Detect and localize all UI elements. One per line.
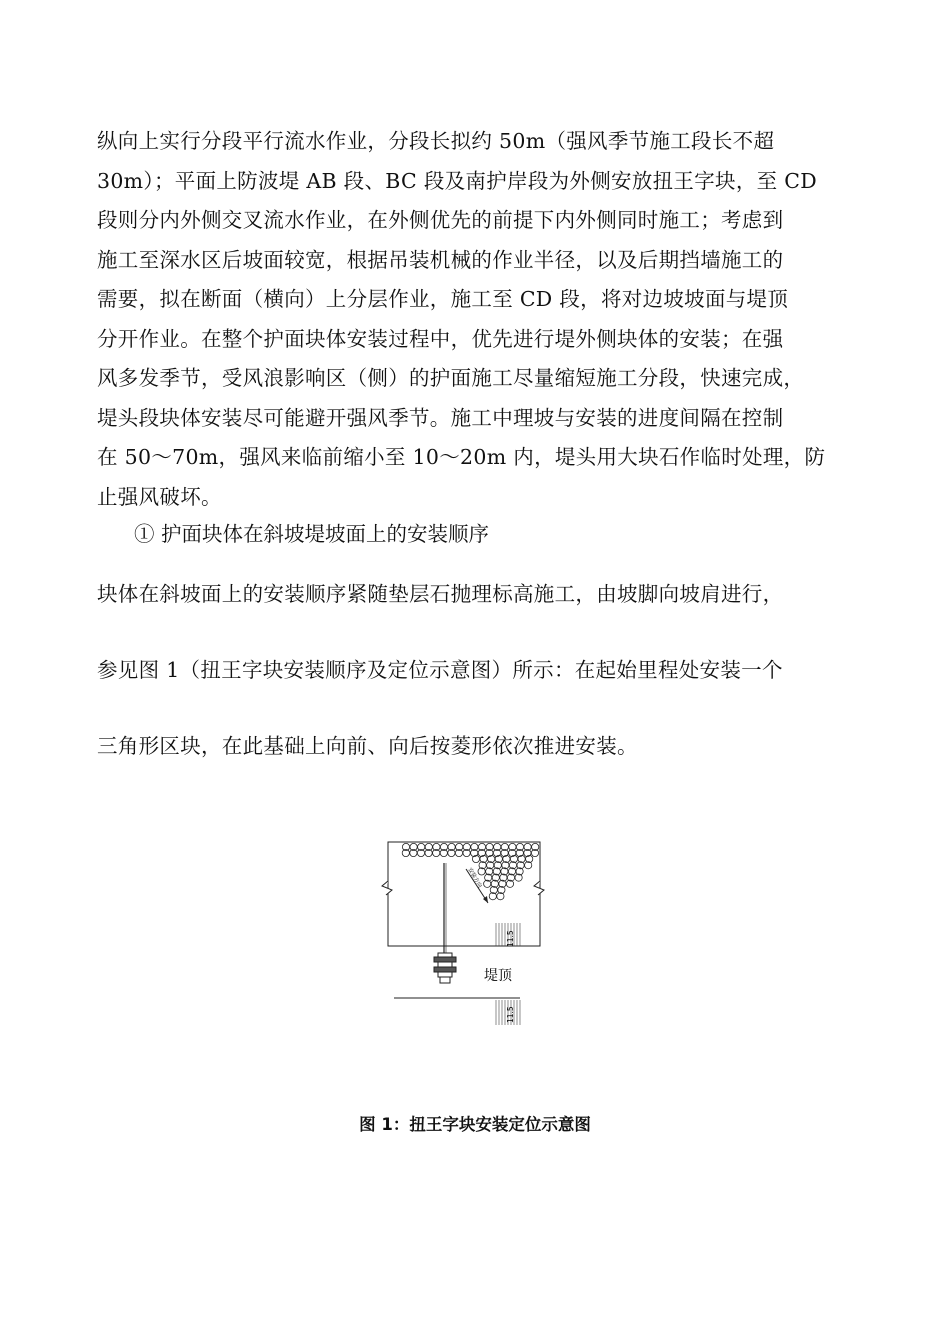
paragraph-2-line: 参见图 1（扭王字块安装顺序及定位示意图）所示：在起始里程处安装一个 (97, 658, 783, 682)
dimension-label: 11.5 (506, 1006, 515, 1023)
dike-top-label: 堤顶 (484, 968, 512, 984)
right-break-mark (534, 881, 544, 895)
paragraph-1-line: 堤头段块体安装尽可能避开强风季节。施工中理坡与安装的进度间隔在控制 (97, 405, 784, 430)
paragraph-1-line: 分开作业。在整个护面块体安装过程中，优先进行堤外侧块体的安装；在强 (97, 326, 784, 351)
crane-icon (434, 953, 456, 983)
paragraph-1 (97, 122, 853, 517)
dimension-label: 11.5 (506, 930, 515, 947)
paragraph-1-line: 止强风破坏。 (97, 484, 222, 509)
paragraph-1-line: 需要，拟在断面（横向）上分层作业，施工至 CD 段，将对边坡坡面与堤顶 (97, 287, 789, 311)
paragraph-2-line: 块体在斜坡面上的安装顺序紧随垫层石抛理标高施工，由坡脚向坡肩进行， (97, 582, 784, 606)
paragraph-2-line: 三角形区块，在此基础上向前、向后按菱形依次推进安装。 (97, 734, 638, 758)
left-break-mark (382, 881, 392, 895)
paragraph-1-line: 风多发季节，受风浪影响区（侧）的护面施工尽量缩短施工分段，快速完成， (97, 366, 805, 390)
paragraph-1-line: 段则分内外侧交叉流水作业，在外侧优先的前提下内外侧同时施工；考虑到 (97, 208, 784, 232)
paragraph-1-line: 30m）；平面上防波堤 AB 段、BC 段及南护岸段为外侧安放扭王字块，至 CD (97, 168, 817, 193)
figure-caption: 图 1：扭王字块安装定位示意图 (359, 1115, 591, 1134)
direction-label: 安装方向 (466, 867, 483, 890)
paragraph-1-line: 在 50～70m，强风来临前缩小至 10～20m 内，堤头用大块石作临时处理，防 (97, 445, 826, 469)
paragraph-1-line: 纵向上实行分段平行流水作业，分段长拟约 50m（强风季节施工段长不超 (97, 129, 775, 153)
item-heading: ① 护面块体在斜坡堤坡面上的安装顺序 (134, 522, 490, 546)
installation-diagram (380, 835, 560, 1035)
paragraph-1-line: 施工至深水区后坡面较宽，根据吊装机械的作业半径，以及后期挡墙施工的 (97, 247, 784, 272)
